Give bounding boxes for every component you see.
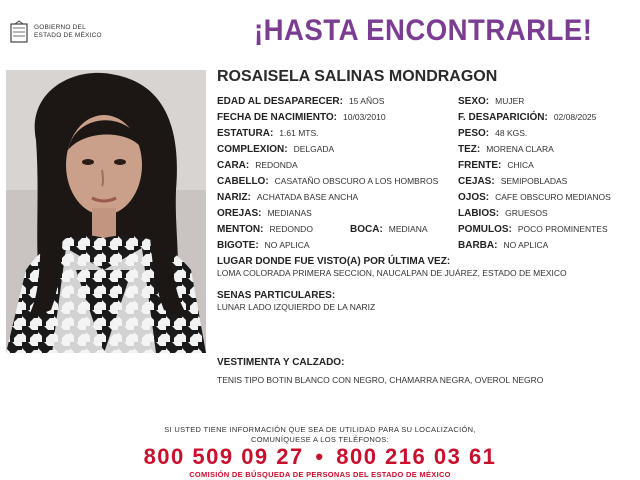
logo-line-2: ESTADO DE MÉXICO xyxy=(34,32,102,39)
phone-numbers xyxy=(0,444,640,470)
value-cabello: CASATAÑO OBSCURO A LOS HOMBROS xyxy=(274,176,439,186)
label-pomulos: POMULOS: xyxy=(458,224,512,235)
label-nacimiento: FECHA DE NACIMIENTO: xyxy=(217,112,337,123)
value-nariz: ACHATADA BASE ANCHA xyxy=(256,192,359,202)
label-boca: BOCA: xyxy=(350,224,383,235)
field-bigote xyxy=(217,240,310,251)
value-pomulos: POCO PROMINENTES xyxy=(517,224,608,234)
clothing-heading: VESTIMENTA Y CALZADO: xyxy=(217,357,345,368)
field-cabello xyxy=(217,176,438,187)
value-barba: NO APLICA xyxy=(503,240,549,250)
field-sexo xyxy=(458,96,524,107)
field-pomulos xyxy=(458,224,608,235)
label-tez: TEZ: xyxy=(458,144,481,155)
value-desaparicion: 02/08/2025 xyxy=(553,112,597,122)
government-logo xyxy=(8,20,138,46)
portrait-illustration xyxy=(6,70,206,353)
missing-person-photo xyxy=(6,70,206,353)
phone-1[interactable]: 800 509 09 27 xyxy=(143,444,304,469)
field-estatura xyxy=(217,128,319,139)
field-complexion xyxy=(217,144,334,155)
value-bigote: NO APLICA xyxy=(264,240,310,250)
marks-value: LUNAR LADO IZQUIERDO DE LA NARIZ xyxy=(217,302,376,312)
headline: ¡HASTA ENCONTRARLE! xyxy=(254,14,593,47)
field-cara xyxy=(217,160,298,171)
field-desaparicion xyxy=(458,112,596,123)
marks-heading: SENAS PARTICULARES: xyxy=(217,290,336,301)
last-seen-heading: LUGAR DONDE FUE VISTO(A) POR ÚLTIMA VEZ: xyxy=(217,256,451,267)
coat-of-arms-icon xyxy=(8,20,30,44)
label-cara: CARA: xyxy=(217,160,250,171)
field-cejas xyxy=(458,176,567,187)
value-estatura: 1.61 MTS. xyxy=(279,128,319,138)
label-labios: LABIOS: xyxy=(458,208,500,219)
label-orejas: OREJAS: xyxy=(217,208,262,219)
value-cara: REDONDA xyxy=(255,160,298,170)
contact-note-line-2: COMUNÍQUESE A LOS TELÉFONOS: xyxy=(251,435,389,444)
field-tez xyxy=(458,144,554,155)
value-peso: 48 KGS. xyxy=(495,128,528,138)
label-estatura: ESTATURA: xyxy=(217,128,274,139)
label-complexion: COMPLEXION: xyxy=(217,144,288,155)
label-cabello: CABELLO: xyxy=(217,176,269,187)
field-nariz xyxy=(217,192,358,203)
label-nariz: NARIZ: xyxy=(217,192,251,203)
value-ojos: CAFE OBSCURO MEDIANOS xyxy=(495,192,611,202)
field-labios xyxy=(458,208,548,219)
phone-separator: • xyxy=(315,444,325,469)
contact-note xyxy=(0,425,640,445)
label-sexo: SEXO: xyxy=(458,96,490,107)
field-barba xyxy=(458,240,548,251)
value-nacimiento: 10/03/2010 xyxy=(343,112,386,122)
field-nacimiento xyxy=(217,112,386,123)
field-orejas xyxy=(217,208,312,219)
phone-2[interactable]: 800 216 03 61 xyxy=(336,444,497,469)
label-ojos: OJOS: xyxy=(458,192,490,203)
label-barba: BARBA: xyxy=(458,240,498,251)
label-edad: EDAD AL DESAPARECER: xyxy=(217,96,343,107)
value-boca: MEDIANA xyxy=(388,224,428,234)
value-cejas: SEMIPOBLADAS xyxy=(500,176,568,186)
field-frente xyxy=(458,160,534,171)
clothing-value: TENIS TIPO BOTIN BLANCO CON NEGRO, CHAMARRA NEGRA, OVEROL NEGRO xyxy=(217,375,544,385)
field-edad xyxy=(217,96,384,107)
field-menton xyxy=(217,224,313,235)
value-frente: CHICA xyxy=(507,160,534,170)
last-seen-value: LOMA COLORADA PRIMERA SECCION, NAUCALPAN DE JUÁREZ, ESTADO DE MEXICO xyxy=(217,268,567,278)
label-frente: FRENTE: xyxy=(458,160,502,171)
value-menton: REDONDO xyxy=(269,224,313,234)
field-boca xyxy=(350,224,428,235)
contact-note-line-1: SI USTED TIENE INFORMACIÓN QUE SEA DE UTILIDAD PARA SU LOCALIZACIÓN, xyxy=(164,425,476,434)
label-bigote: BIGOTE: xyxy=(217,240,259,251)
label-peso: PESO: xyxy=(458,128,490,139)
value-edad: 15 AÑOS xyxy=(348,96,385,106)
value-orejas: MEDIANAS xyxy=(267,208,312,218)
label-cejas: CEJAS: xyxy=(458,176,495,187)
value-sexo: MUJER xyxy=(495,96,525,106)
label-menton: MENTON: xyxy=(217,224,264,235)
value-labios: GRUESOS xyxy=(505,208,548,218)
commission-name: COMISIÓN DE BÚSQUEDA DE PERSONAS DEL ESTADO DE MÉXICO xyxy=(189,470,451,479)
value-complexion: DELGADA xyxy=(293,144,335,154)
value-tez: MORENA CLARA xyxy=(486,144,554,154)
logo-line-1: GOBIERNO DEL xyxy=(34,24,86,31)
field-ojos xyxy=(458,192,611,203)
person-name: ROSAISELA SALINAS MONDRAGON xyxy=(217,68,498,85)
label-desaparicion: F. DESAPARICIÓN: xyxy=(458,112,548,123)
field-peso xyxy=(458,128,527,139)
